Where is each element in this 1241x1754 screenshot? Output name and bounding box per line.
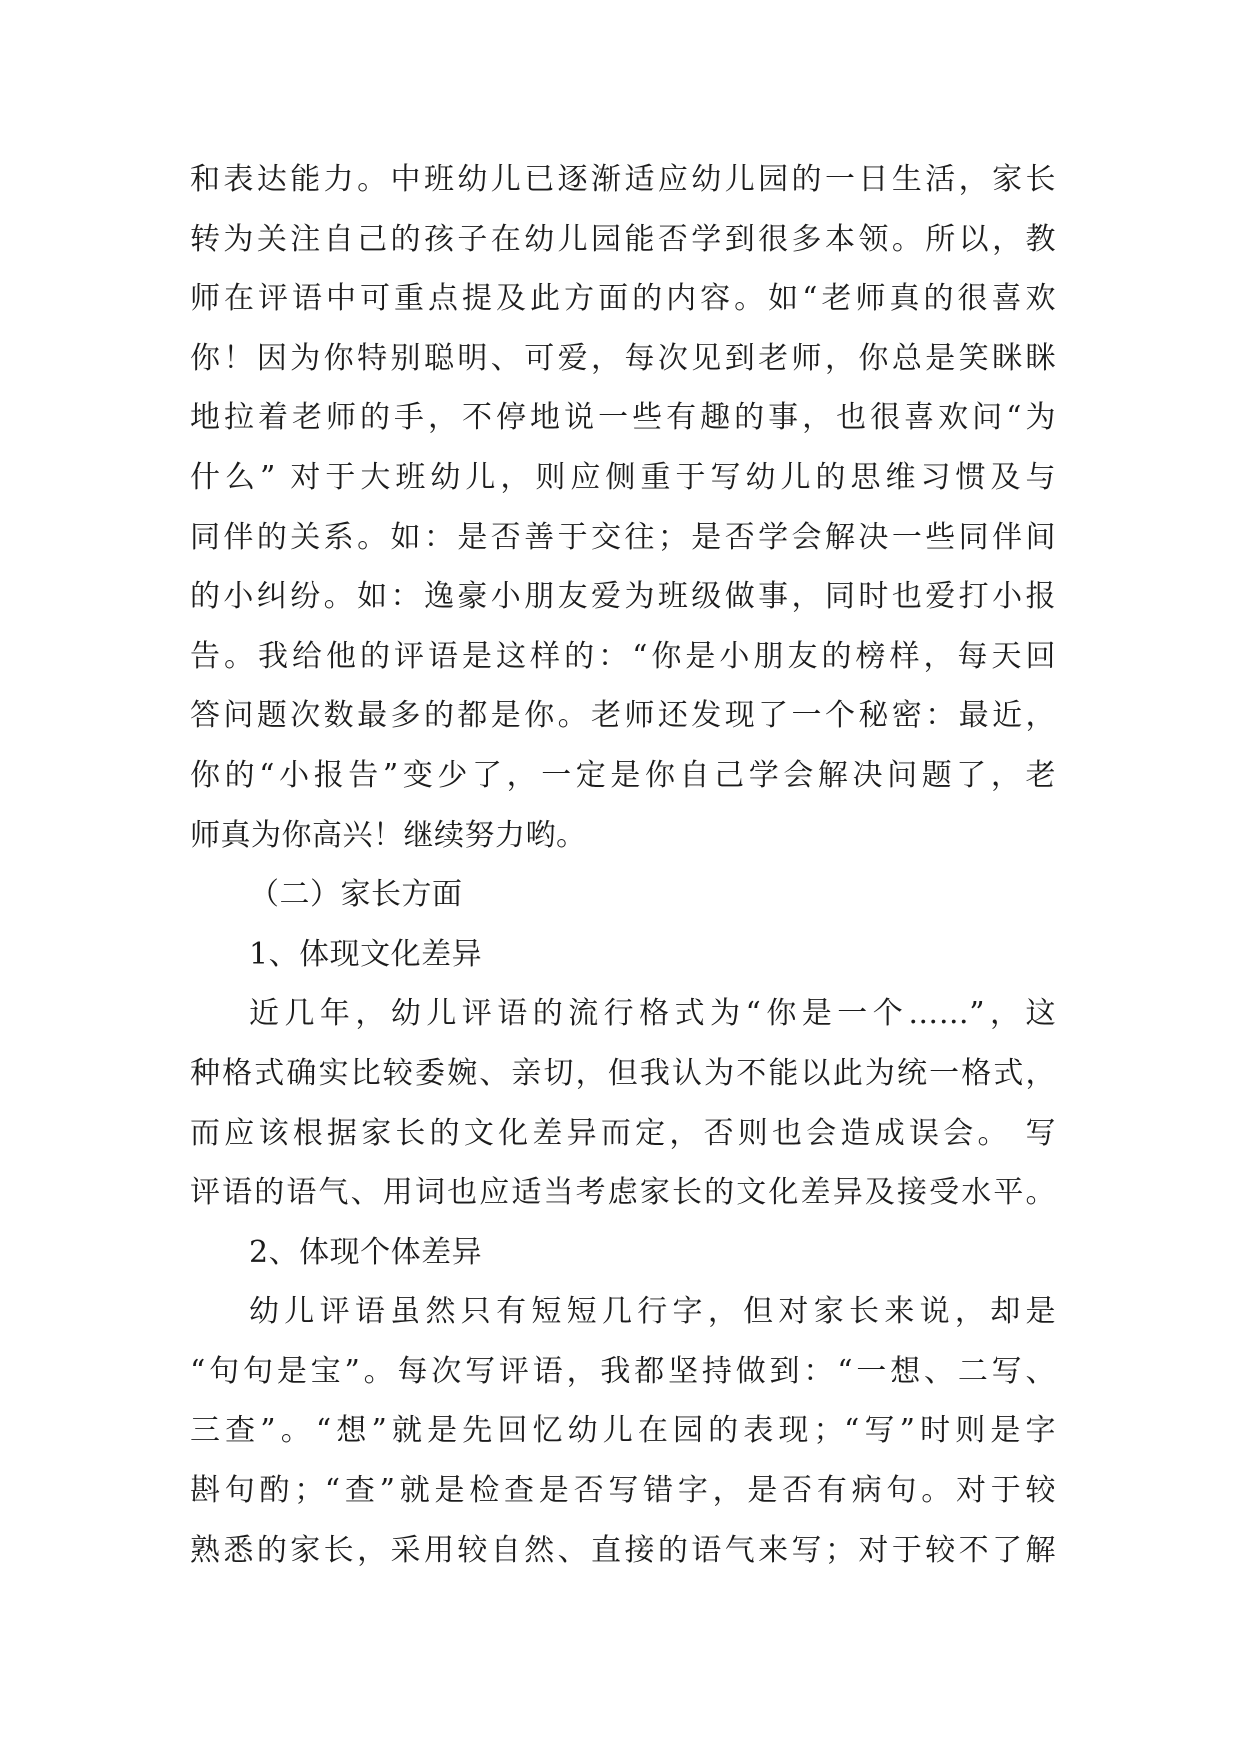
text-line: 近几年，幼儿评语的流行格式为“你是一个……”，这 <box>249 996 1056 1032</box>
text-line: 你的“小报告”变少了，一定是你自己学会解决问题了，老 <box>190 757 1056 793</box>
text-line: 幼儿评语虽然只有短短几行字，但对家长来说，却是 <box>249 1294 1056 1330</box>
text-line: 地拉着老师的手，不停地说一些有趣的事，也很喜欢问“为 <box>190 400 1056 436</box>
section-heading-parents <box>190 865 1056 925</box>
text-line: 熟悉的家长，采用较自然、直接的语气来写；对于较不了解 <box>190 1532 1056 1568</box>
text-line: 答问题次数最多的都是你。老师还发现了一个秘密：最近， <box>190 698 1056 734</box>
text-line: 三查”。“想”就是先回忆幼儿在园的表现；“写”时则是字 <box>190 1413 1056 1449</box>
text-line: 什么” 对于大班幼儿，则应侧重于写幼儿的思维习惯及与 <box>190 459 1056 495</box>
text-line: 的小纠纷。如：逸豪小朋友爱为班级做事，同时也爱打小报 <box>190 579 1056 615</box>
text-line: 斟句酌；“查”就是检查是否写错字，是否有病句。对于较 <box>190 1473 1056 1509</box>
text-line: “句句是宝”。每次写评语，我都坚持做到：“一想、二写、 <box>190 1353 1056 1389</box>
subsection-heading: 2、体现个体差异 <box>249 1234 483 1270</box>
subheading-individual-differences <box>190 1223 1056 1283</box>
subsection-heading: 1、体现文化差异 <box>249 936 483 972</box>
paragraph-evaluation-by-age <box>190 150 1056 865</box>
text-line: 同伴的关系。如：是否善于交往；是否学会解决一些同伴间 <box>190 519 1056 555</box>
subheading-cultural-differences <box>190 925 1056 985</box>
section-heading: （二）家长方面 <box>249 877 463 913</box>
paragraph-cultural-differences <box>190 984 1056 1222</box>
text-line: 种格式确实比较委婉、亲切，但我认为不能以此为统一格式， <box>190 1055 1056 1091</box>
text-line: 你！因为你特别聪明、可爱，每次见到老师，你总是笑眯眯 <box>190 340 1056 376</box>
text-line: 师真为你高兴！继续努力哟。 <box>190 817 587 853</box>
paragraph-individual-differences <box>190 1282 1056 1580</box>
document-body <box>190 150 1056 1580</box>
text-line: 师在评语中可重点提及此方面的内容。如“老师真的很喜欢 <box>190 281 1056 317</box>
text-line: 评语的语气、用词也应适当考虑家长的文化差异及接受水平。 <box>190 1175 1056 1211</box>
text-line: 转为关注自己的孩子在幼儿园能否学到很多本领。所以，教 <box>190 221 1056 257</box>
text-line: 和表达能力。中班幼儿已逐渐适应幼儿园的一日生活，家长 <box>190 162 1056 197</box>
text-line: 而应该根据家长的文化差异而定，否则也会造成误会。 写 <box>190 1115 1056 1151</box>
text-line: 告。我给他的评语是这样的：“你是小朋友的榜样，每天回 <box>190 638 1056 674</box>
